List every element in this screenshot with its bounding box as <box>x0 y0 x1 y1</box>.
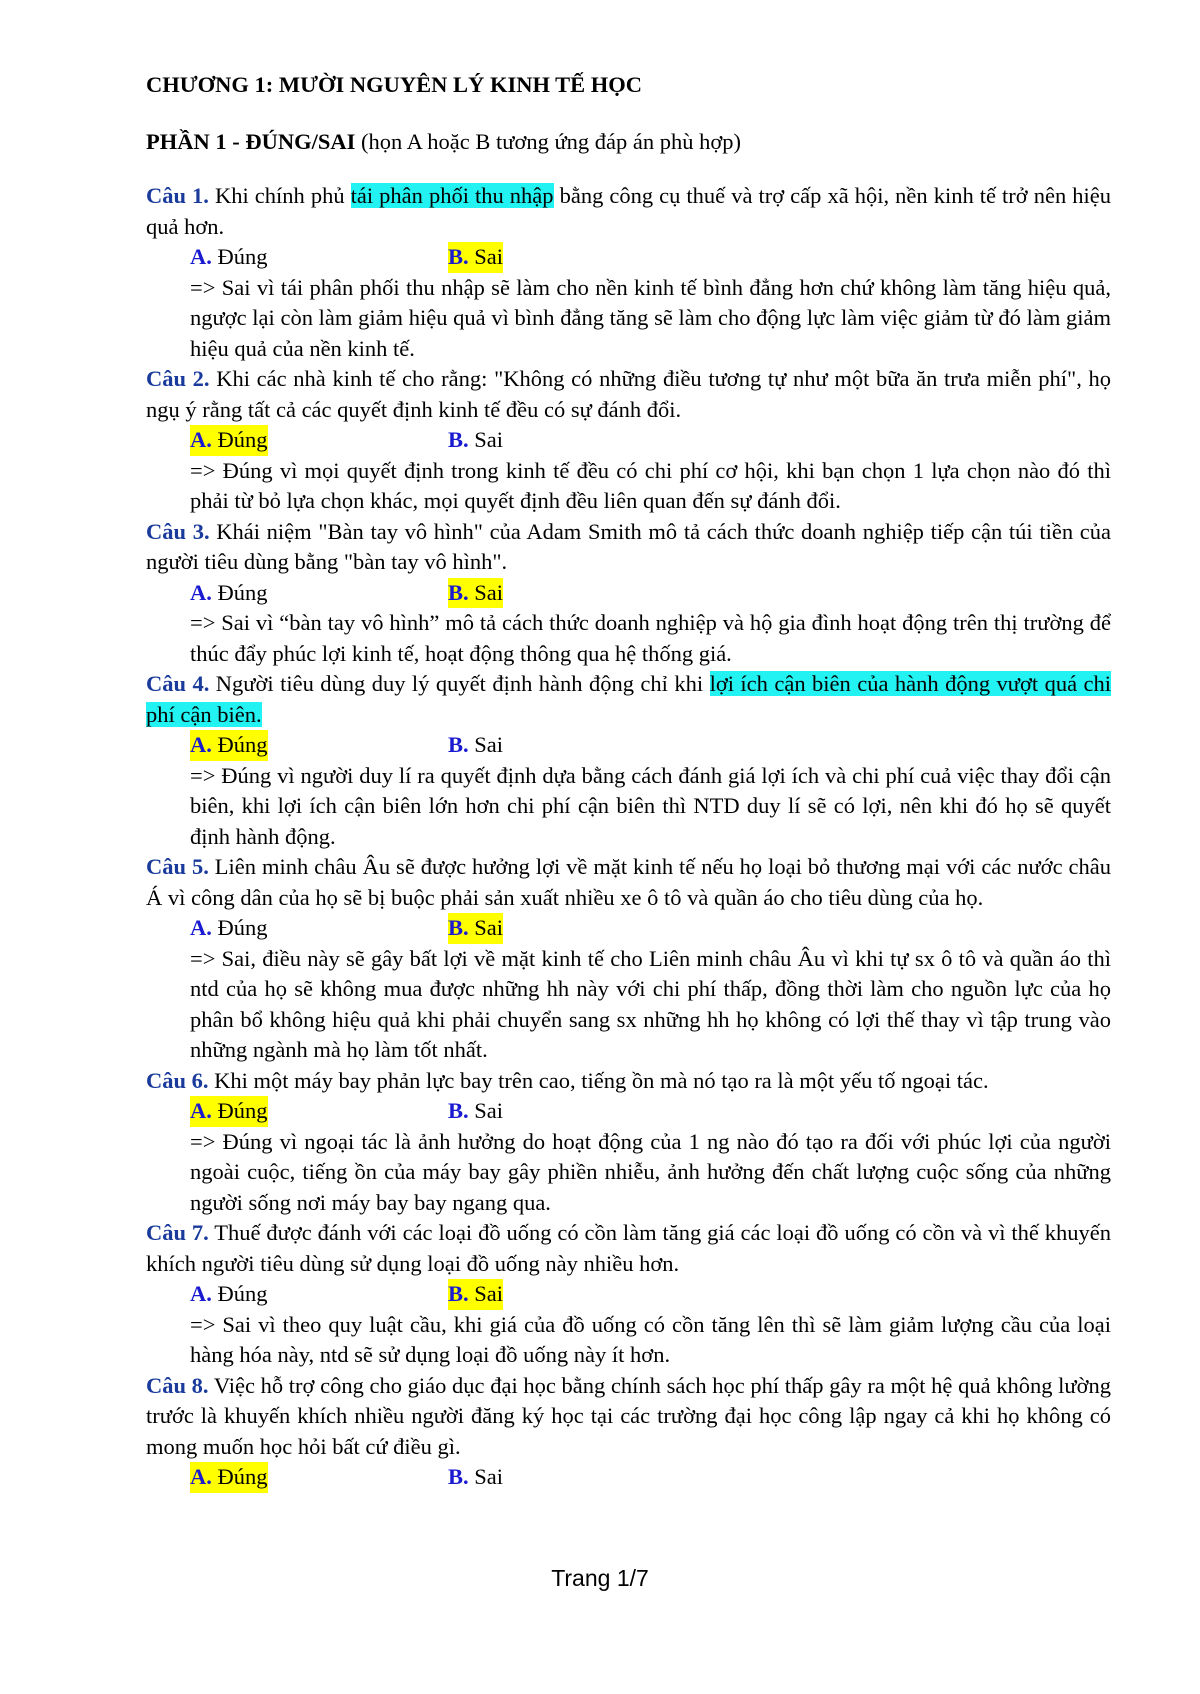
option-a <box>190 1462 268 1493</box>
question-text: Khi chính phủ <box>214 183 351 208</box>
option-a <box>190 425 268 456</box>
option-b <box>448 1279 503 1310</box>
option-a <box>190 913 268 944</box>
option-b <box>448 242 503 273</box>
option-text: Đúng <box>217 732 268 757</box>
answer-options <box>190 242 1111 273</box>
option-text: Sai <box>474 1281 504 1306</box>
option-label: A. <box>190 1281 212 1306</box>
part-title: PHẦN 1 - ĐÚNG/SAI <box>146 128 356 154</box>
question-1 <box>146 181 1111 242</box>
question-text-continued: bằng công cụ thuế và trợ cấp xã hội, nền kinh tế trở nên hiệu quả hơn. <box>146 183 1111 239</box>
answer-explanation: => Sai vì “bàn tay vô hình” mô tả cách thức doanh nghiệp và hộ gia đình hoạt động trên thị trường để thúc đẩy phúc lợi kinh tế, hoạt động thông qua hệ thống giá. <box>190 610 1111 666</box>
option-a <box>190 242 268 273</box>
option-text: Đúng <box>217 244 268 269</box>
question-6 <box>146 1066 1111 1097</box>
option-b <box>448 913 503 944</box>
answer-options <box>190 578 1111 609</box>
question-number: Câu 1. <box>146 183 209 208</box>
question-number: Câu 2. <box>146 366 210 391</box>
option-label: B. <box>448 1281 469 1306</box>
question-2 <box>146 364 1111 425</box>
option-text: Đúng <box>217 1281 268 1306</box>
answer-explanation: => Sai vì tái phân phối thu nhập sẽ làm cho nền kinh tế bình đẳng hơn chứ không làm tăng hiệu quả, ngược lại còn làm giảm hiệu quả vì bình đẳng tăng sẽ làm cho động lực làm việc giảm từ đó làm giảm hiệu quả của nền kinh tế. <box>190 274 1111 361</box>
page-footer: Trang 1/7 <box>551 1565 649 1591</box>
question-5 <box>146 852 1111 913</box>
question-number: Câu 6. <box>146 1067 209 1093</box>
answer-explanation: => Đúng vì mọi quyết định trong kinh tế đều có chi phí cơ hội, khi bạn chọn 1 lựa chọn nào đó thì phải từ bỏ lựa chọn khác, mọi quyết định đều liên quan đến sự đánh đổi. <box>190 457 1111 513</box>
option-label: B. <box>448 1464 469 1489</box>
chapter-title: CHƯƠNG 1: MƯỜI NGUYÊN LÝ KINH TẾ HỌC <box>146 72 643 97</box>
question-text: Khi một máy bay phản lực bay trên cao, tiếng ồn mà nó tạo ra là một yếu tố ngoại tác. <box>214 1067 989 1093</box>
option-b <box>448 425 503 456</box>
question-text: Việc hỗ trợ công cho giáo dục đại học bằng chính sách học phí thấp gây ra một hệ quả không lường trước là khuyến khích nhiều người đăng ký học tại các trường đại học công lập ngay cả khi họ không có mong muốn học hỏi bất cứ điều gì. <box>146 1372 1112 1459</box>
option-a <box>190 578 268 609</box>
question-list <box>146 181 1111 1493</box>
question-text: Người tiêu dùng duy lý quyết định hành động chỉ khi <box>215 671 710 696</box>
option-b <box>448 578 503 609</box>
answer-options <box>190 1279 1111 1310</box>
option-label: B. <box>448 579 469 605</box>
part-note: (họn A hoặc B tương ứng đáp án phù hợp) <box>361 128 742 154</box>
question-number: Câu 7. <box>146 1220 209 1245</box>
option-text: Đúng <box>217 579 268 605</box>
question-text: Liên minh châu Âu sẽ được hưởng lợi về mặt kinh tế nếu họ loại bỏ thương mại với các nước châu Á vì công dân của họ sẽ bị buộc phải sản xuất nhiều xe ô tô và quần áo cho tiêu dùng của họ. <box>146 854 1111 910</box>
question-highlight: tái phân phối thu nhập <box>350 183 554 208</box>
document-content <box>146 70 1111 1493</box>
question-text: Thuế được đánh với các loại đồ uống có cồn làm tăng giá các loại đồ uống có cồn và vì thế khuyến khích người tiêu dùng sử dụng loại đồ uống này nhiều hơn. <box>146 1220 1112 1276</box>
question-text: Khái niệm "Bàn tay vô hình" của Adam Smith mô tả cách thức doanh nghiệp tiếp cận túi tiền của người tiêu dùng bằng "bàn tay vô hình". <box>146 518 1112 574</box>
option-text: Sai <box>474 1098 504 1123</box>
option-text: Sai <box>474 244 504 269</box>
question-number: Câu 5. <box>146 854 209 879</box>
option-a <box>190 1279 268 1310</box>
question-number: Câu 3. <box>146 518 210 544</box>
option-text: Sai <box>474 427 504 452</box>
option-text: Đúng <box>217 427 268 452</box>
option-label: A. <box>190 1464 212 1489</box>
option-a <box>190 1096 268 1127</box>
option-label: B. <box>448 915 469 940</box>
option-label: A. <box>190 579 212 605</box>
option-label: B. <box>448 1098 469 1123</box>
answer-explanation: => Sai vì theo quy luật cầu, khi giá của đồ uống có cồn tăng lên thì sẽ làm giảm lượng cầu của loại hàng hóa này, ntd sẽ sử dụng loại đồ uống này ít hơn. <box>190 1311 1111 1367</box>
question-4 <box>146 669 1111 730</box>
option-label: A. <box>190 427 212 452</box>
option-text: Sai <box>474 732 504 757</box>
option-b <box>448 730 503 761</box>
answer-explanation: => Sai, điều này sẽ gây bất lợi về mặt kinh tế cho Liên minh châu Âu vì khi tự sx ô tô và quần áo thì ntd của họ sẽ không mua được những hh này với chi phí thấp, đồng thời làm cho nguồn lực của họ phân bổ không hiệu quả khi phải chuyển sang sx những hh họ không có lợi thế thay vì tập trung vào những ngành mà họ làm tốt nhất. <box>190 945 1111 1062</box>
question-number: Câu 8. <box>146 1372 209 1398</box>
answer-options <box>190 1096 1111 1127</box>
option-a <box>190 730 268 761</box>
option-label: B. <box>448 427 469 452</box>
question-text: Khi các nhà kinh tế cho rằng: "Không có những điều tương tự như một bữa ăn trưa miễn phí", họ ngụ ý rằng tất cả các quyết định kinh tế đều có sự đánh đổi. <box>146 366 1112 422</box>
option-label: A. <box>190 732 212 757</box>
option-text: Đúng <box>217 915 268 940</box>
question-number: Câu 4. <box>146 671 210 696</box>
question-highlight: lợi ích cận biên của hành động vượt quá chi phí cận biên. <box>146 671 1111 727</box>
answer-explanation: => Đúng vì ngoại tác là ảnh hưởng do hoạt động của 1 ng nào đó tạo ra đối với phúc lợi của người ngoài cuộc, tiếng ồn của máy bay gây phiền nhiễu, ảnh hưởng đến chất lượng cuộc sống của những người sống nơi máy bay bay ngang qua. <box>190 1128 1111 1215</box>
answer-options <box>190 913 1111 944</box>
option-b <box>448 1096 503 1127</box>
option-text: Sai <box>474 579 504 605</box>
option-label: A. <box>190 915 212 940</box>
answer-explanation: => Đúng vì người duy lí ra quyết định dựa bằng cách đánh giá lợi ích và chi phí cuả việc thay đổi cận biên, khi lợi ích cận biên lớn hơn chi phí cận biên thì NTD duy lí sẽ có lợi, nên khi đó họ sẽ quyết định hành động. <box>190 762 1111 849</box>
option-b <box>448 1462 503 1493</box>
question-7 <box>146 1218 1111 1279</box>
answer-options <box>190 1462 1111 1493</box>
answer-options <box>190 425 1111 456</box>
part-heading <box>146 127 1111 158</box>
answer-options <box>190 730 1111 761</box>
option-label: B. <box>448 244 469 269</box>
option-text: Sai <box>474 1464 504 1489</box>
option-label: A. <box>190 244 212 269</box>
question-8 <box>146 1371 1111 1463</box>
option-text: Đúng <box>217 1464 268 1489</box>
option-text: Sai <box>474 915 504 940</box>
option-label: B. <box>448 732 469 757</box>
option-text: Đúng <box>217 1098 268 1123</box>
question-3 <box>146 517 1111 578</box>
option-label: A. <box>190 1098 212 1123</box>
